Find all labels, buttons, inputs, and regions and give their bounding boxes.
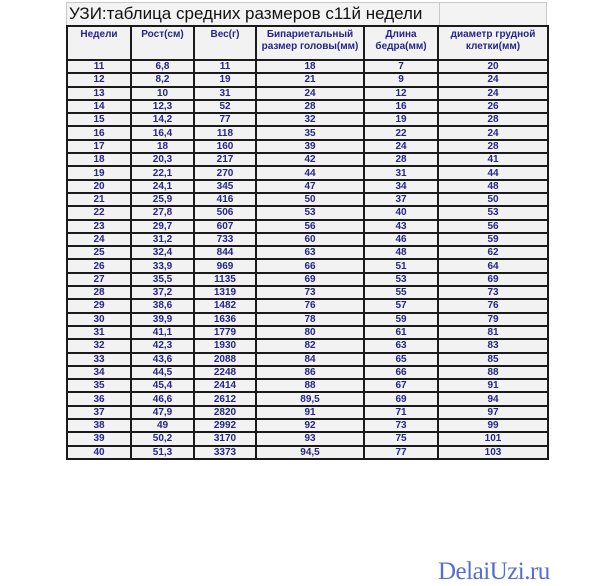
- cell-height: 49: [131, 419, 194, 432]
- cell-bpd: 50: [256, 193, 364, 206]
- header-height: Рост(см): [131, 26, 194, 60]
- cell-bpd: 76: [256, 299, 364, 312]
- cell-height: 50,2: [131, 432, 194, 445]
- table-row: [67, 432, 548, 445]
- cell-weight: 416: [194, 193, 256, 206]
- cell-chest-diameter: 97: [438, 406, 548, 419]
- cell-bpd: 24: [256, 87, 364, 100]
- cell-weight: 2820: [194, 406, 256, 419]
- cell-femur-length: 7: [364, 60, 438, 73]
- header-bpd: Бипариетальный размер головы(мм): [256, 26, 364, 60]
- cell-weight: 1482: [194, 299, 256, 312]
- table-row: [67, 220, 548, 233]
- cell-femur-length: 69: [364, 392, 438, 405]
- cell-bpd: 93: [256, 432, 364, 445]
- cell-bpd: 86: [256, 366, 364, 379]
- cell-weight: 844: [194, 246, 256, 259]
- cell-height: 16,4: [131, 126, 194, 139]
- cell-chest-diameter: 26: [438, 100, 548, 113]
- cell-weeks: 40: [67, 446, 131, 459]
- cell-height: 35,5: [131, 273, 194, 286]
- cell-chest-diameter: 69: [438, 273, 548, 286]
- table-row: [67, 140, 548, 153]
- cell-weight: 1319: [194, 286, 256, 299]
- cell-weeks: 36: [67, 392, 131, 405]
- cell-weeks: 30: [67, 313, 131, 326]
- cell-weight: 607: [194, 220, 256, 233]
- table-row: [67, 246, 548, 259]
- cell-height: 44,5: [131, 366, 194, 379]
- cell-bpd: 66: [256, 259, 364, 272]
- cell-weeks: 27: [67, 273, 131, 286]
- cell-weeks: 16: [67, 126, 131, 139]
- cell-chest-diameter: 48: [438, 180, 548, 193]
- cell-height: 51,3: [131, 446, 194, 459]
- table-row: [67, 339, 548, 352]
- table-row: [67, 353, 548, 366]
- cell-bpd: 53: [256, 206, 364, 219]
- cell-height: 20,3: [131, 153, 194, 166]
- header-femur-length: Длина бедра(мм): [364, 26, 438, 60]
- cell-weeks: 31: [67, 326, 131, 339]
- cell-weight: 1779: [194, 326, 256, 339]
- cell-weeks: 13: [67, 87, 131, 100]
- cell-chest-diameter: 91: [438, 379, 548, 392]
- cell-weight: 11: [194, 60, 256, 73]
- table-row: [67, 419, 548, 432]
- table-row: [67, 379, 548, 392]
- title-empty-cell: [439, 3, 546, 25]
- cell-weeks: 11: [67, 60, 131, 73]
- cell-chest-diameter: 94: [438, 392, 548, 405]
- cell-bpd: 78: [256, 313, 364, 326]
- cell-femur-length: 55: [364, 286, 438, 299]
- cell-bpd: 89,5: [256, 392, 364, 405]
- table-row: [67, 180, 548, 193]
- cell-weight: 77: [194, 113, 256, 126]
- cell-height: 39,9: [131, 313, 194, 326]
- cell-height: 29,7: [131, 220, 194, 233]
- table-row: [67, 299, 548, 312]
- cell-chest-diameter: 81: [438, 326, 548, 339]
- cell-femur-length: 24: [364, 140, 438, 153]
- table-row: [67, 60, 548, 73]
- cell-weeks: 32: [67, 339, 131, 352]
- cell-height: 24,1: [131, 180, 194, 193]
- cell-bpd: 60: [256, 233, 364, 246]
- cell-femur-length: 31: [364, 166, 438, 179]
- cell-chest-diameter: 101: [438, 432, 548, 445]
- table-row: [67, 233, 548, 246]
- cell-bpd: 88: [256, 379, 364, 392]
- table-row: [67, 153, 548, 166]
- cell-height: 43,6: [131, 353, 194, 366]
- cell-weight: 2414: [194, 379, 256, 392]
- cell-height: 46,6: [131, 392, 194, 405]
- header-row: [67, 26, 548, 60]
- cell-femur-length: 16: [364, 100, 438, 113]
- cell-bpd: 47: [256, 180, 364, 193]
- cell-bpd: 18: [256, 60, 364, 73]
- cell-weight: 270: [194, 166, 256, 179]
- cell-bpd: 69: [256, 273, 364, 286]
- fetal-size-table: [66, 25, 549, 460]
- cell-weight: 118: [194, 126, 256, 139]
- cell-weeks: 33: [67, 353, 131, 366]
- cell-chest-diameter: 83: [438, 339, 548, 352]
- cell-weeks: 14: [67, 100, 131, 113]
- cell-weeks: 21: [67, 193, 131, 206]
- cell-femur-length: 57: [364, 299, 438, 312]
- cell-femur-length: 43: [364, 220, 438, 233]
- table-row: [67, 313, 548, 326]
- cell-height: 31,2: [131, 233, 194, 246]
- cell-weeks: 37: [67, 406, 131, 419]
- cell-bpd: 32: [256, 113, 364, 126]
- cell-weeks: 22: [67, 206, 131, 219]
- cell-weight: 345: [194, 180, 256, 193]
- cell-femur-length: 22: [364, 126, 438, 139]
- cell-height: 47,9: [131, 406, 194, 419]
- cell-weight: 2248: [194, 366, 256, 379]
- cell-femur-length: 46: [364, 233, 438, 246]
- cell-chest-diameter: 73: [438, 286, 548, 299]
- cell-chest-diameter: 99: [438, 419, 548, 432]
- cell-femur-length: 59: [364, 313, 438, 326]
- cell-weeks: 26: [67, 259, 131, 272]
- cell-bpd: 84: [256, 353, 364, 366]
- cell-height: 33,9: [131, 259, 194, 272]
- cell-femur-length: 9: [364, 73, 438, 86]
- cell-weight: 1135: [194, 273, 256, 286]
- cell-bpd: 80: [256, 326, 364, 339]
- cell-chest-diameter: 85: [438, 353, 548, 366]
- header-weeks: Недели: [67, 26, 131, 60]
- table-row: [67, 366, 548, 379]
- table-row: [67, 273, 548, 286]
- cell-bpd: 39: [256, 140, 364, 153]
- cell-weight: 3170: [194, 432, 256, 445]
- cell-bpd: 92: [256, 419, 364, 432]
- cell-bpd: 82: [256, 339, 364, 352]
- cell-bpd: 21: [256, 73, 364, 86]
- table-row: [67, 100, 548, 113]
- cell-chest-diameter: 50: [438, 193, 548, 206]
- cell-chest-diameter: 79: [438, 313, 548, 326]
- cell-weight: 2992: [194, 419, 256, 432]
- cell-weeks: 20: [67, 180, 131, 193]
- cell-height: 42,3: [131, 339, 194, 352]
- cell-weight: 217: [194, 153, 256, 166]
- cell-femur-length: 73: [364, 419, 438, 432]
- cell-height: 41,1: [131, 326, 194, 339]
- watermark: DelaiUzi.ru: [438, 558, 550, 585]
- cell-weeks: 39: [67, 432, 131, 445]
- cell-weeks: 29: [67, 299, 131, 312]
- cell-femur-length: 65: [364, 353, 438, 366]
- cell-bpd: 42: [256, 153, 364, 166]
- cell-height: 45,4: [131, 379, 194, 392]
- cell-weeks: 38: [67, 419, 131, 432]
- spreadsheet: [66, 2, 547, 460]
- cell-weight: 3373: [194, 446, 256, 459]
- table-row: [67, 193, 548, 206]
- table-row: [67, 113, 548, 126]
- cell-weight: 31: [194, 87, 256, 100]
- cell-chest-diameter: 20: [438, 60, 548, 73]
- cell-weight: 969: [194, 259, 256, 272]
- cell-weight: 2088: [194, 353, 256, 366]
- cell-weeks: 35: [67, 379, 131, 392]
- cell-chest-diameter: 28: [438, 140, 548, 153]
- cell-chest-diameter: 24: [438, 73, 548, 86]
- cell-height: 8,2: [131, 73, 194, 86]
- cell-chest-diameter: 62: [438, 246, 548, 259]
- cell-femur-length: 51: [364, 259, 438, 272]
- header-chest-diameter: диаметр грудной клетки(мм): [438, 26, 548, 60]
- cell-weight: 506: [194, 206, 256, 219]
- cell-bpd: 28: [256, 100, 364, 113]
- cell-chest-diameter: 24: [438, 126, 548, 139]
- cell-chest-diameter: 24: [438, 87, 548, 100]
- cell-chest-diameter: 41: [438, 153, 548, 166]
- cell-weeks: 25: [67, 246, 131, 259]
- cell-weeks: 28: [67, 286, 131, 299]
- cell-bpd: 91: [256, 406, 364, 419]
- table-title: УЗИ:таблица средних размеров с11й недели: [69, 4, 423, 23]
- cell-weeks: 23: [67, 220, 131, 233]
- cell-height: 25,9: [131, 193, 194, 206]
- cell-weight: 160: [194, 140, 256, 153]
- cell-height: 10: [131, 87, 194, 100]
- table-row: [67, 206, 548, 219]
- cell-femur-length: 63: [364, 339, 438, 352]
- cell-height: 14,2: [131, 113, 194, 126]
- cell-bpd: 44: [256, 166, 364, 179]
- cell-chest-diameter: 76: [438, 299, 548, 312]
- table-row: [67, 166, 548, 179]
- cell-bpd: 94,5: [256, 446, 364, 459]
- cell-weeks: 17: [67, 140, 131, 153]
- cell-height: 38,6: [131, 299, 194, 312]
- cell-chest-diameter: 64: [438, 259, 548, 272]
- header-weight: Вес(г): [194, 26, 256, 60]
- table-row: [67, 406, 548, 419]
- cell-bpd: 35: [256, 126, 364, 139]
- cell-chest-diameter: 44: [438, 166, 548, 179]
- cell-height: 22,1: [131, 166, 194, 179]
- cell-femur-length: 48: [364, 246, 438, 259]
- cell-weight: 733: [194, 233, 256, 246]
- table-row: [67, 446, 548, 459]
- cell-height: 18: [131, 140, 194, 153]
- cell-femur-length: 75: [364, 432, 438, 445]
- cell-bpd: 63: [256, 246, 364, 259]
- cell-height: 6,8: [131, 60, 194, 73]
- cell-height: 12,3: [131, 100, 194, 113]
- title-row: [66, 2, 547, 25]
- cell-weeks: 19: [67, 166, 131, 179]
- table-row: [67, 87, 548, 100]
- table-row: [67, 73, 548, 86]
- cell-femur-length: 19: [364, 113, 438, 126]
- cell-chest-diameter: 103: [438, 446, 548, 459]
- cell-femur-length: 61: [364, 326, 438, 339]
- cell-weight: 1930: [194, 339, 256, 352]
- cell-femur-length: 12: [364, 87, 438, 100]
- cell-chest-diameter: 56: [438, 220, 548, 233]
- table-row: [67, 326, 548, 339]
- cell-weight: 1636: [194, 313, 256, 326]
- cell-height: 27,8: [131, 206, 194, 219]
- cell-femur-length: 53: [364, 273, 438, 286]
- cell-chest-diameter: 59: [438, 233, 548, 246]
- cell-femur-length: 28: [364, 153, 438, 166]
- cell-height: 32,4: [131, 246, 194, 259]
- cell-weeks: 18: [67, 153, 131, 166]
- cell-femur-length: 34: [364, 180, 438, 193]
- cell-weight: 19: [194, 73, 256, 86]
- cell-weeks: 15: [67, 113, 131, 126]
- cell-femur-length: 77: [364, 446, 438, 459]
- cell-weeks: 12: [67, 73, 131, 86]
- cell-femur-length: 71: [364, 406, 438, 419]
- cell-chest-diameter: 53: [438, 206, 548, 219]
- table-row: [67, 286, 548, 299]
- table-row: [67, 126, 548, 139]
- cell-chest-diameter: 88: [438, 366, 548, 379]
- cell-chest-diameter: 28: [438, 113, 548, 126]
- cell-femur-length: 40: [364, 206, 438, 219]
- cell-height: 37,2: [131, 286, 194, 299]
- cell-bpd: 73: [256, 286, 364, 299]
- cell-weight: 52: [194, 100, 256, 113]
- cell-weight: 2612: [194, 392, 256, 405]
- cell-femur-length: 66: [364, 366, 438, 379]
- cell-bpd: 56: [256, 220, 364, 233]
- cell-weeks: 34: [67, 366, 131, 379]
- table-row: [67, 259, 548, 272]
- cell-weeks: 24: [67, 233, 131, 246]
- table-row: [67, 392, 548, 405]
- cell-femur-length: 37: [364, 193, 438, 206]
- cell-femur-length: 67: [364, 379, 438, 392]
